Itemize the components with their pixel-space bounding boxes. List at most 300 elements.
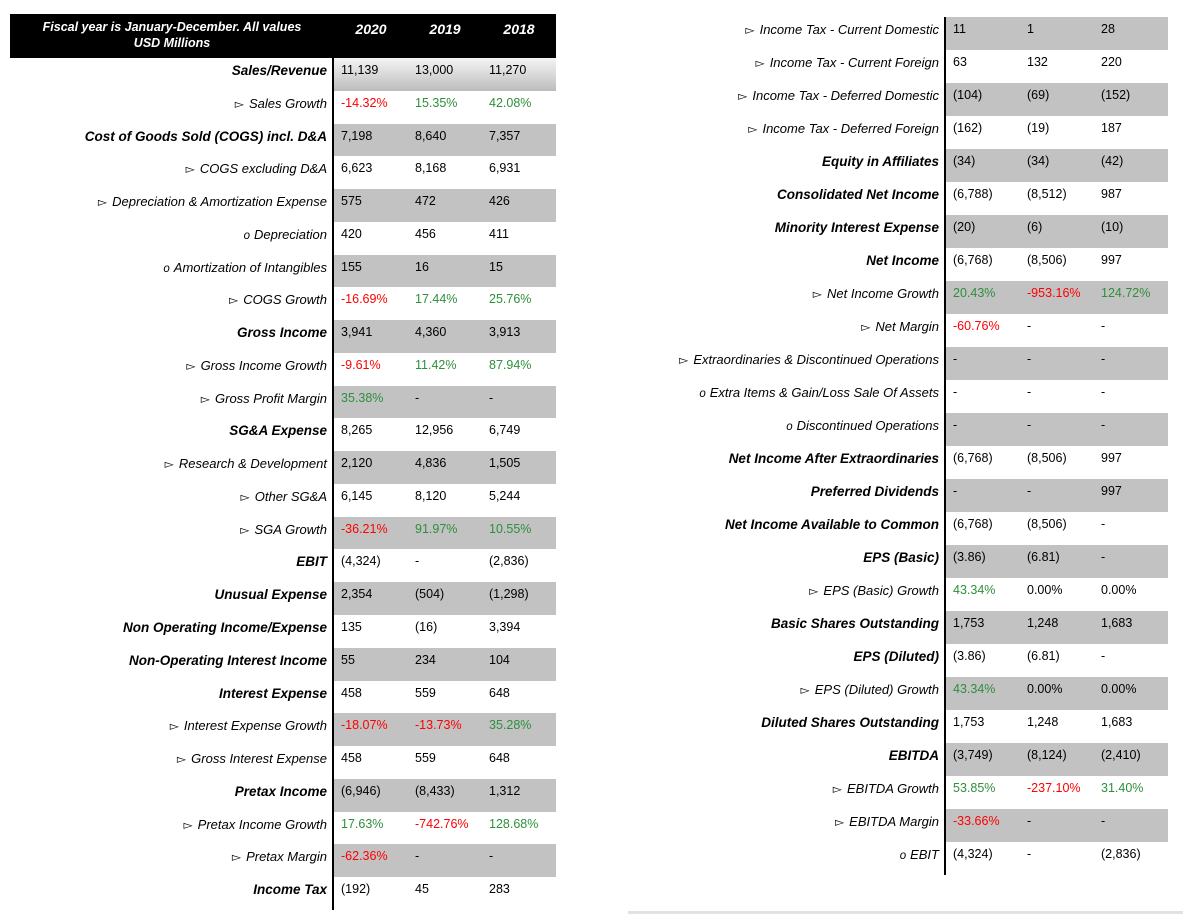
value-cell: (8,506) xyxy=(1027,517,1067,531)
row-values xyxy=(946,149,1168,182)
value-cell: 155 xyxy=(341,259,362,274)
row-label-text: EBITDA Growth xyxy=(847,781,939,796)
value-cell: (4,324) xyxy=(341,554,381,569)
value-cell: -62.36% xyxy=(341,849,388,864)
left-table-rows xyxy=(10,58,556,910)
value-cell: (6,946) xyxy=(341,783,381,798)
row-values xyxy=(946,182,1168,215)
value-cell: - xyxy=(953,385,958,399)
table-row xyxy=(10,222,556,255)
row-values xyxy=(946,281,1168,314)
value-cell: 6,749 xyxy=(489,423,521,438)
row-label xyxy=(628,677,944,710)
row-values xyxy=(334,156,556,189)
value-cell: 13,000 xyxy=(415,63,454,77)
row-label-text: Diluted Shares Outstanding xyxy=(761,715,939,730)
row-label-text: EBITDA Margin xyxy=(849,814,939,829)
value-cell: - xyxy=(953,418,958,432)
row-label xyxy=(628,182,944,215)
value-cell: 11,139 xyxy=(341,63,379,77)
value-cell: (8,506) xyxy=(1027,253,1067,267)
row-label-text: Net Income Growth xyxy=(827,286,939,301)
row-values xyxy=(334,582,556,615)
value-cell: (8,506) xyxy=(1027,451,1067,465)
table-row xyxy=(10,648,556,681)
value-cell: (6.81) xyxy=(1027,550,1060,564)
table-row xyxy=(628,644,1168,677)
row-label xyxy=(628,116,944,149)
value-cell: 648 xyxy=(489,685,510,700)
value-cell: 220 xyxy=(1101,55,1122,69)
row-label xyxy=(628,149,944,182)
row-label xyxy=(10,255,332,288)
row-values xyxy=(334,484,556,517)
row-label xyxy=(628,644,944,677)
right-table-rows xyxy=(628,17,1168,875)
value-cell: - xyxy=(1027,352,1032,366)
arrow-bullet-icon: ▻ xyxy=(800,683,810,697)
value-cell: - xyxy=(1101,385,1106,399)
row-label-text: Net Income xyxy=(866,253,939,268)
row-label-text: Income Tax - Deferred Foreign xyxy=(762,121,939,136)
row-label-text: Net Income After Extraordinaries xyxy=(728,451,939,466)
value-cell: 8,168 xyxy=(415,161,447,176)
row-label xyxy=(628,50,944,83)
row-label-text: Consolidated Net Income xyxy=(776,187,939,202)
value-cell: 132 xyxy=(1027,55,1048,69)
row-label-text: Non-Operating Interest Income xyxy=(128,652,327,668)
row-values xyxy=(334,124,556,157)
value-cell: 63 xyxy=(953,55,967,69)
value-cell: 8,265 xyxy=(341,423,373,438)
value-cell: 1,753 xyxy=(953,715,985,729)
row-label-text: Gross Income Growth xyxy=(200,357,327,373)
table-row xyxy=(10,320,556,353)
row-label xyxy=(10,484,332,517)
table-row xyxy=(10,615,556,648)
row-label xyxy=(628,776,944,809)
value-cell: 0.00% xyxy=(1027,682,1063,696)
arrow-bullet-icon: ▻ xyxy=(679,353,689,367)
value-cell: 8,640 xyxy=(415,128,447,143)
row-label-text: SG&A Expense xyxy=(229,423,327,439)
row-label xyxy=(10,451,332,484)
row-values xyxy=(946,314,1168,347)
table-row xyxy=(10,58,556,91)
value-cell: 1,505 xyxy=(489,456,521,471)
table-row xyxy=(628,446,1168,479)
value-cell: 458 xyxy=(341,751,362,766)
value-cell: 135 xyxy=(341,620,362,635)
value-cell: 559 xyxy=(415,685,436,700)
table-row xyxy=(10,91,556,124)
row-values xyxy=(334,713,556,746)
value-cell: (3.86) xyxy=(953,550,986,564)
value-cell: 1,683 xyxy=(1101,616,1133,630)
row-label xyxy=(10,615,332,648)
table-row xyxy=(628,281,1168,314)
row-values xyxy=(946,446,1168,479)
row-label xyxy=(628,83,944,116)
value-cell: - xyxy=(1027,418,1032,432)
value-cell: - xyxy=(1101,517,1106,531)
row-values xyxy=(946,644,1168,677)
arrow-bullet-icon: ▻ xyxy=(234,96,244,111)
value-cell: (6.81) xyxy=(1027,649,1060,663)
value-cell: 17.63% xyxy=(341,816,384,831)
row-label xyxy=(10,320,332,353)
table-title xyxy=(10,14,334,58)
row-label xyxy=(628,809,944,842)
row-label-text: EPS (Diluted) Growth xyxy=(814,682,939,697)
row-label-text: Gross Profit Margin xyxy=(215,390,327,406)
value-cell: 7,198 xyxy=(341,128,373,143)
value-cell: (162) xyxy=(953,121,983,135)
row-values xyxy=(946,842,1168,875)
value-cell: - xyxy=(1101,418,1106,432)
table-row xyxy=(10,189,556,222)
value-cell: 4,836 xyxy=(415,456,447,471)
row-label-text: Preferred Dividends xyxy=(810,484,939,499)
row-values xyxy=(334,320,556,353)
row-values xyxy=(334,746,556,779)
table-row xyxy=(10,124,556,157)
table-row xyxy=(10,287,556,320)
table-row xyxy=(628,50,1168,83)
table-row xyxy=(628,677,1168,710)
row-label-text: EBIT xyxy=(910,847,939,862)
value-cell: (2,410) xyxy=(1101,748,1141,762)
value-cell: 5,244 xyxy=(489,488,521,503)
value-cell: 55 xyxy=(341,652,355,667)
row-values xyxy=(946,545,1168,578)
row-label xyxy=(628,545,944,578)
row-values xyxy=(334,189,556,222)
row-label-text: Income Tax - Current Domestic xyxy=(759,22,939,37)
value-cell: (6,768) xyxy=(953,517,993,531)
row-label xyxy=(10,779,332,812)
table-row xyxy=(628,545,1168,578)
value-cell: (3.86) xyxy=(953,649,986,663)
row-label xyxy=(10,582,332,615)
table-row xyxy=(10,681,556,714)
table-row xyxy=(628,842,1168,875)
row-values xyxy=(946,809,1168,842)
value-cell: 43.34% xyxy=(953,583,996,597)
value-cell: 0.00% xyxy=(1101,682,1137,696)
value-cell: 31.40% xyxy=(1101,781,1144,795)
row-label-text: Minority Interest Expense xyxy=(774,220,939,235)
row-label-text: Net Margin xyxy=(875,319,939,334)
row-label-text: SGA Growth xyxy=(254,521,327,537)
value-cell: -18.07% xyxy=(341,718,388,733)
value-cell: (6,788) xyxy=(953,187,993,201)
value-cell: (34) xyxy=(1027,154,1050,168)
value-cell: -742.76% xyxy=(415,816,469,831)
value-cell: 559 xyxy=(415,751,436,766)
table-row xyxy=(628,413,1168,446)
value-cell: 575 xyxy=(341,194,362,209)
value-cell: (4,324) xyxy=(953,847,993,861)
value-cell: 4,360 xyxy=(415,325,447,340)
row-label-text: Pretax Income Growth xyxy=(197,816,327,832)
value-cell: 997 xyxy=(1101,451,1122,465)
value-cell: 25.76% xyxy=(489,292,532,307)
value-cell: 15 xyxy=(489,259,503,274)
row-values xyxy=(946,380,1168,413)
value-cell: -36.21% xyxy=(341,521,388,536)
row-label xyxy=(628,248,944,281)
table-row xyxy=(628,347,1168,380)
value-cell: 420 xyxy=(341,226,362,241)
row-values xyxy=(334,386,556,419)
arrow-bullet-icon: ▻ xyxy=(200,391,211,406)
row-label-text: EPS (Basic) Growth xyxy=(823,583,939,598)
row-label xyxy=(628,842,944,875)
row-values xyxy=(334,681,556,714)
table-row xyxy=(10,517,556,550)
value-cell: 426 xyxy=(489,194,510,209)
value-cell: 15.35% xyxy=(415,95,458,110)
row-label-text: Interest Expense Growth xyxy=(183,718,327,734)
row-label xyxy=(10,386,332,419)
row-label-text: Depreciation & Amortization Expense xyxy=(112,194,327,210)
value-cell: -60.76% xyxy=(953,319,1000,333)
value-cell: (69) xyxy=(1027,88,1050,102)
row-label-text: Income Tax xyxy=(253,882,327,898)
row-values xyxy=(334,549,556,582)
table-row xyxy=(628,149,1168,182)
row-label-text: Amortization of Intangibles xyxy=(173,259,327,275)
row-label-text: Basic Shares Outstanding xyxy=(770,616,939,631)
row-label-text: COGS excluding D&A xyxy=(199,161,327,177)
value-cell: (19) xyxy=(1027,121,1050,135)
row-label-text: Other SG&A xyxy=(254,488,327,504)
value-cell: 35.38% xyxy=(341,390,384,405)
row-label xyxy=(10,681,332,714)
value-cell: - xyxy=(1101,352,1106,366)
arrow-bullet-icon: ▻ xyxy=(176,752,187,767)
row-values xyxy=(946,50,1168,83)
table-row xyxy=(10,779,556,812)
table-row xyxy=(10,877,556,910)
table-row xyxy=(10,418,556,451)
row-values xyxy=(334,517,556,550)
value-cell: 1,312 xyxy=(489,783,521,798)
value-cell: 3,913 xyxy=(489,325,521,340)
value-cell: 1,248 xyxy=(1027,715,1059,729)
row-values xyxy=(334,812,556,845)
value-cell: (20) xyxy=(953,220,976,234)
value-cell: (504) xyxy=(415,587,445,602)
value-cell: (10) xyxy=(1101,220,1124,234)
value-cell: 43.34% xyxy=(953,682,996,696)
value-cell: 8,120 xyxy=(415,488,447,503)
row-label-text: EPS (Basic) xyxy=(863,550,939,565)
table-row xyxy=(628,578,1168,611)
year-columns xyxy=(334,14,556,58)
value-cell: - xyxy=(415,849,420,864)
value-cell: - xyxy=(1027,385,1032,399)
row-values xyxy=(334,451,556,484)
year-column-2018: 2018 xyxy=(503,21,535,37)
table-row xyxy=(10,156,556,189)
value-cell: 42.08% xyxy=(489,95,532,110)
table-row xyxy=(10,484,556,517)
arrow-bullet-icon: ▻ xyxy=(240,489,250,504)
row-label xyxy=(628,17,944,50)
row-label xyxy=(10,189,332,222)
row-label-text: Net Income Available to Common xyxy=(724,517,939,532)
row-values xyxy=(334,287,556,320)
row-values xyxy=(946,479,1168,512)
row-label xyxy=(10,418,332,451)
table-row xyxy=(628,743,1168,776)
income-statement-right-table xyxy=(628,17,1168,875)
value-cell: - xyxy=(415,390,420,405)
arrow-bullet-icon: ▻ xyxy=(738,89,748,103)
value-cell: -953.16% xyxy=(1027,286,1081,300)
table-row xyxy=(628,182,1168,215)
arrow-bullet-icon: ▻ xyxy=(861,320,871,334)
row-values xyxy=(334,779,556,812)
value-cell: 648 xyxy=(489,751,510,766)
row-label xyxy=(628,611,944,644)
value-cell: (6) xyxy=(1027,220,1043,234)
row-label xyxy=(10,156,332,189)
arrow-bullet-icon: ▻ xyxy=(185,162,195,177)
value-cell: (42) xyxy=(1101,154,1124,168)
row-label xyxy=(628,479,944,512)
row-label xyxy=(628,743,944,776)
table-row xyxy=(10,549,556,582)
value-cell: 45 xyxy=(415,882,429,897)
value-cell: 0.00% xyxy=(1027,583,1063,597)
row-values xyxy=(946,677,1168,710)
table-row xyxy=(10,386,556,419)
row-label-text: Unusual Expense xyxy=(214,587,327,603)
value-cell: -237.10% xyxy=(1027,781,1081,795)
value-cell: (192) xyxy=(341,882,371,897)
value-cell: 11,270 xyxy=(489,63,527,77)
value-cell: 28 xyxy=(1101,22,1115,36)
arrow-bullet-icon: ▻ xyxy=(164,457,174,472)
arrow-bullet-icon: ▻ xyxy=(812,287,822,301)
value-cell: 997 xyxy=(1101,253,1122,267)
table-row xyxy=(10,255,556,288)
table-row xyxy=(10,713,556,746)
table-row xyxy=(628,512,1168,545)
value-cell: 458 xyxy=(341,685,362,700)
value-cell: - xyxy=(1027,319,1032,333)
row-label xyxy=(10,353,332,386)
table-row xyxy=(628,83,1168,116)
row-values xyxy=(334,418,556,451)
value-cell: 10.55% xyxy=(489,521,532,536)
value-cell: 283 xyxy=(489,882,510,897)
arrow-bullet-icon: ▻ xyxy=(240,522,250,537)
arrow-bullet-icon: ▻ xyxy=(183,817,193,832)
row-values xyxy=(946,413,1168,446)
table-row xyxy=(10,812,556,845)
table-row xyxy=(628,809,1168,842)
circle-bullet-icon: o xyxy=(786,421,793,433)
value-cell: 3,941 xyxy=(341,325,373,340)
row-label-text: COGS Growth xyxy=(243,292,327,308)
row-label xyxy=(628,314,944,347)
row-label xyxy=(10,549,332,582)
row-label xyxy=(10,877,332,910)
row-label-text: Gross Income xyxy=(236,325,327,341)
row-values xyxy=(334,844,556,877)
row-values xyxy=(946,215,1168,248)
row-label xyxy=(628,380,944,413)
value-cell: (34) xyxy=(953,154,976,168)
value-cell: 1,683 xyxy=(1101,715,1133,729)
value-cell: (2,836) xyxy=(1101,847,1141,861)
row-label xyxy=(628,281,944,314)
value-cell: 12,956 xyxy=(415,423,454,438)
row-label xyxy=(628,578,944,611)
value-cell: 456 xyxy=(415,226,436,241)
table-row xyxy=(10,746,556,779)
row-label-text: Pretax Margin xyxy=(246,849,327,865)
income-statement-left-table xyxy=(10,14,556,910)
table-row xyxy=(628,479,1168,512)
row-values xyxy=(946,248,1168,281)
arrow-bullet-icon: ▻ xyxy=(748,122,758,136)
value-cell: -16.69% xyxy=(341,292,388,307)
row-values xyxy=(946,512,1168,545)
row-label xyxy=(628,710,944,743)
arrow-bullet-icon: ▻ xyxy=(231,850,242,865)
table-header xyxy=(10,14,556,58)
circle-bullet-icon: o xyxy=(699,388,706,400)
table-row xyxy=(10,844,556,877)
value-cell: - xyxy=(1027,847,1032,861)
row-label-text: Extraordinaries & Discontinued Operations xyxy=(693,352,939,367)
row-label xyxy=(628,512,944,545)
row-label-text: Non Operating Income/Expense xyxy=(122,620,327,636)
value-cell: -14.32% xyxy=(341,95,388,110)
row-label-text: Sales Growth xyxy=(248,95,327,111)
value-cell: 1 xyxy=(1027,22,1034,36)
table-row xyxy=(628,17,1168,50)
row-label-text: Sales/Revenue xyxy=(231,63,327,78)
value-cell: 3,394 xyxy=(489,620,521,635)
row-label-text: Income Tax - Deferred Domestic xyxy=(752,88,939,103)
value-cell: - xyxy=(1101,814,1106,828)
row-values xyxy=(334,877,556,910)
table-title-line2: USD Millions xyxy=(133,36,211,50)
arrow-bullet-icon: ▻ xyxy=(834,815,845,829)
row-values xyxy=(946,347,1168,380)
row-label xyxy=(10,517,332,550)
arrow-bullet-icon: ▻ xyxy=(755,56,765,70)
row-values xyxy=(946,710,1168,743)
row-label xyxy=(10,812,332,845)
row-label xyxy=(10,287,332,320)
row-label xyxy=(10,746,332,779)
value-cell: 987 xyxy=(1101,187,1122,201)
value-cell: (152) xyxy=(1101,88,1131,102)
row-values xyxy=(334,222,556,255)
value-cell: 17.44% xyxy=(415,292,458,307)
table-title-line1: Fiscal year is January-December. All values xyxy=(42,20,302,34)
value-cell: (3,749) xyxy=(953,748,993,762)
row-label-text: Income Tax - Current Foreign xyxy=(769,55,939,70)
value-cell: (6,768) xyxy=(953,253,993,267)
